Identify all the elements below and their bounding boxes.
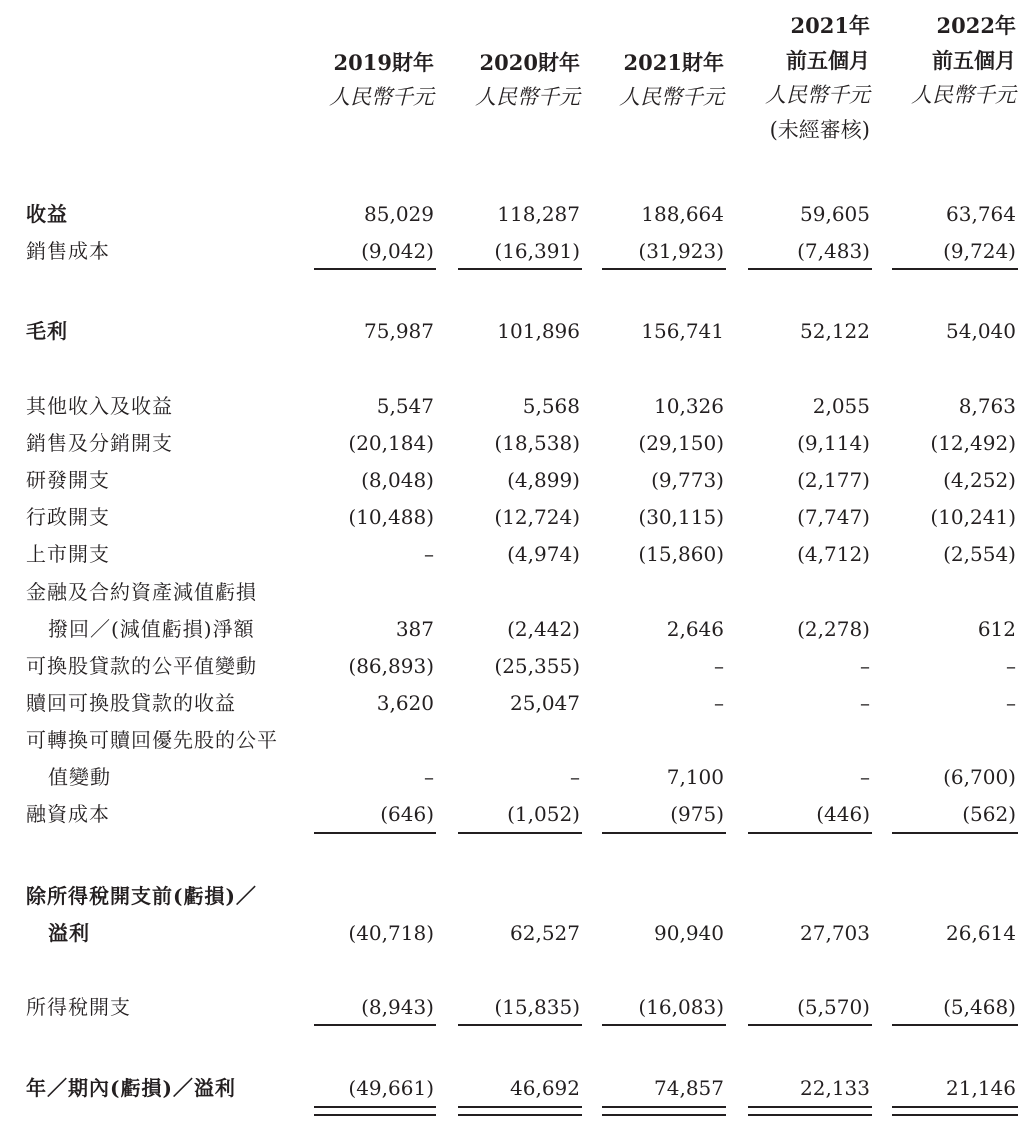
cell-value: (2,442) <box>507 617 580 641</box>
cell-value: (8,943) <box>361 995 434 1019</box>
table-row <box>0 462 1024 499</box>
table-row <box>0 313 1024 350</box>
subtotal-rule <box>602 268 726 270</box>
total-double-rule <box>748 1106 872 1116</box>
row-label: 撥回／(減值虧損)淨額 <box>48 617 255 641</box>
cell-value: 46,692 <box>510 1076 580 1100</box>
cell-value: – <box>1006 691 1016 715</box>
cell-value: (40,718) <box>348 921 434 945</box>
cell-value: 188,664 <box>641 202 724 226</box>
cell-value: 2,055 <box>812 394 870 418</box>
header-unit: 人民幣千元 <box>619 85 724 109</box>
table-row <box>0 574 1024 611</box>
cell-value: (9,114) <box>797 431 870 455</box>
row-label: 所得稅開支 <box>26 995 131 1019</box>
cell-value: (2,278) <box>797 617 870 641</box>
cell-value: (9,042) <box>361 239 434 263</box>
cell-value: – <box>714 654 724 678</box>
row-label: 毛利 <box>26 319 68 343</box>
cell-value: 3,620 <box>376 691 434 715</box>
cell-value: – <box>424 542 434 566</box>
row-label: 融資成本 <box>26 802 110 826</box>
cell-value: 85,029 <box>364 202 434 226</box>
cell-value: 75,987 <box>364 319 434 343</box>
cell-value: (5,570) <box>797 995 870 1019</box>
total-double-rule <box>892 1106 1018 1116</box>
total-double-rule <box>458 1106 582 1116</box>
row-label: 溢利 <box>48 921 90 945</box>
cell-value: (4,899) <box>507 468 580 492</box>
subtotal-rule <box>892 832 1018 834</box>
header-year: 2022年 <box>936 13 1016 38</box>
cell-value: (7,483) <box>797 239 870 263</box>
table-row <box>0 611 1024 648</box>
header-period: 前五個月 <box>932 48 1016 73</box>
cell-value: 90,940 <box>654 921 724 945</box>
cell-value: (10,241) <box>930 505 1016 529</box>
table-row <box>0 915 1024 952</box>
cell-value: (9,724) <box>943 239 1016 263</box>
cell-value: 63,764 <box>946 202 1016 226</box>
cell-value: 5,568 <box>522 394 580 418</box>
table-row <box>0 796 1024 833</box>
cell-value: (4,712) <box>797 542 870 566</box>
cell-value: (975) <box>670 802 724 826</box>
subtotal-rule <box>748 832 872 834</box>
subtotal-rule <box>314 832 436 834</box>
row-label: 值變動 <box>48 765 111 789</box>
cell-value: (5,468) <box>943 995 1016 1019</box>
subtotal-rule <box>892 1024 1018 1026</box>
subtotal-rule <box>602 832 726 834</box>
row-label: 收益 <box>26 202 68 226</box>
table-row <box>0 648 1024 685</box>
header-unaudited-note: (未經審核) <box>769 118 870 142</box>
subtotal-rule <box>602 1024 726 1026</box>
cell-value: 10,326 <box>654 394 724 418</box>
cell-value: (25,355) <box>494 654 580 678</box>
cell-value: 52,122 <box>800 319 870 343</box>
row-label: 金融及合約資產減值虧損 <box>26 580 257 604</box>
cell-value: 27,703 <box>800 921 870 945</box>
header-year: 2021年 <box>790 13 870 38</box>
cell-value: 25,047 <box>510 691 580 715</box>
table-row <box>0 425 1024 462</box>
table-row <box>0 388 1024 425</box>
row-label: 可轉換可贖回優先股的公平 <box>26 728 278 752</box>
cell-value: 54,040 <box>946 319 1016 343</box>
subtotal-rule <box>748 268 872 270</box>
cell-value: – <box>860 654 870 678</box>
row-label: 行政開支 <box>26 505 110 529</box>
cell-value: (4,974) <box>507 542 580 566</box>
header-fy2019 <box>329 45 434 115</box>
row-label: 研發開支 <box>26 468 110 492</box>
row-label: 年／期內(虧損)／溢利 <box>26 1076 236 1100</box>
cell-value: (12,724) <box>494 505 580 529</box>
cell-value: (6,700) <box>943 765 1016 789</box>
header-5m2022 <box>911 8 1016 113</box>
cell-value: 26,614 <box>946 921 1016 945</box>
cell-value: (15,835) <box>494 995 580 1019</box>
cell-value: – <box>570 765 580 789</box>
cell-value: 5,547 <box>376 394 434 418</box>
cell-value: (562) <box>962 802 1016 826</box>
cell-value: – <box>424 765 434 789</box>
header-unit: 人民幣千元 <box>329 85 434 109</box>
cell-value: (7,747) <box>797 505 870 529</box>
cell-value: 2,646 <box>666 617 724 641</box>
cell-value: (18,538) <box>494 431 580 455</box>
row-label: 其他收入及收益 <box>26 394 173 418</box>
cell-value: (49,661) <box>348 1076 434 1100</box>
cell-value: (29,150) <box>638 431 724 455</box>
total-double-rule <box>314 1106 436 1116</box>
row-label: 可換股貸款的公平值變動 <box>26 654 257 678</box>
cell-value: (30,115) <box>638 505 724 529</box>
subtotal-rule <box>314 268 436 270</box>
cell-value: (12,492) <box>930 431 1016 455</box>
header-unit: 人民幣千元 <box>911 83 1016 107</box>
header-unit: 人民幣千元 <box>475 85 580 109</box>
row-label: 除所得稅開支前(虧損)／ <box>26 884 257 908</box>
cell-value: 612 <box>977 617 1016 641</box>
cell-value: (10,488) <box>348 505 434 529</box>
cell-value: (31,923) <box>638 239 724 263</box>
cell-value: (16,391) <box>494 239 580 263</box>
subtotal-rule <box>458 832 582 834</box>
cell-value: 101,896 <box>497 319 580 343</box>
cell-value: (4,252) <box>943 468 1016 492</box>
cell-value: 21,146 <box>946 1076 1016 1100</box>
cell-value: 7,100 <box>666 765 724 789</box>
cell-value: 22,133 <box>800 1076 870 1100</box>
header-period: 2019財年 <box>333 50 434 75</box>
cell-value: 74,857 <box>654 1076 724 1100</box>
table-row <box>0 536 1024 573</box>
cell-value: – <box>860 691 870 715</box>
cell-value: (9,773) <box>651 468 724 492</box>
header-fy2021 <box>619 45 724 115</box>
subtotal-rule <box>314 1024 436 1026</box>
table-row <box>0 722 1024 759</box>
header-period: 前五個月 <box>786 48 870 73</box>
cell-value: 8,763 <box>958 394 1016 418</box>
table-row <box>0 233 1024 270</box>
cell-value: 118,287 <box>497 202 580 226</box>
cell-value: – <box>1006 654 1016 678</box>
table-row <box>0 685 1024 722</box>
header-period: 2021財年 <box>623 50 724 75</box>
subtotal-rule <box>748 1024 872 1026</box>
cell-value: (16,083) <box>638 995 724 1019</box>
header-period: 2020財年 <box>479 50 580 75</box>
row-label: 銷售及分銷開支 <box>26 431 173 455</box>
header-unit: 人民幣千元 <box>765 83 870 107</box>
cell-value: (1,052) <box>507 802 580 826</box>
cell-value: (86,893) <box>348 654 434 678</box>
table-row <box>0 1070 1024 1107</box>
cell-value: (8,048) <box>361 468 434 492</box>
table-row <box>0 196 1024 233</box>
subtotal-rule <box>892 268 1018 270</box>
header-fy2020 <box>475 45 580 115</box>
cell-value: (20,184) <box>348 431 434 455</box>
cell-value: (2,177) <box>797 468 870 492</box>
table-row <box>0 989 1024 1026</box>
cell-value: (2,554) <box>943 542 1016 566</box>
cell-value: 156,741 <box>641 319 724 343</box>
cell-value: 62,527 <box>510 921 580 945</box>
row-label: 贖回可換股貸款的收益 <box>26 691 236 715</box>
subtotal-rule <box>458 1024 582 1026</box>
header-5m2021 <box>765 8 870 148</box>
table-row <box>0 878 1024 915</box>
row-label: 銷售成本 <box>26 239 110 263</box>
cell-value: (646) <box>380 802 434 826</box>
cell-value: 387 <box>395 617 434 641</box>
cell-value: (446) <box>816 802 870 826</box>
table-row <box>0 499 1024 536</box>
cell-value: – <box>714 691 724 715</box>
cell-value: (15,860) <box>638 542 724 566</box>
subtotal-rule <box>458 268 582 270</box>
cell-value: 59,605 <box>800 202 870 226</box>
table-row <box>0 759 1024 796</box>
cell-value: – <box>860 765 870 789</box>
row-label: 上市開支 <box>26 542 110 566</box>
total-double-rule <box>602 1106 726 1116</box>
